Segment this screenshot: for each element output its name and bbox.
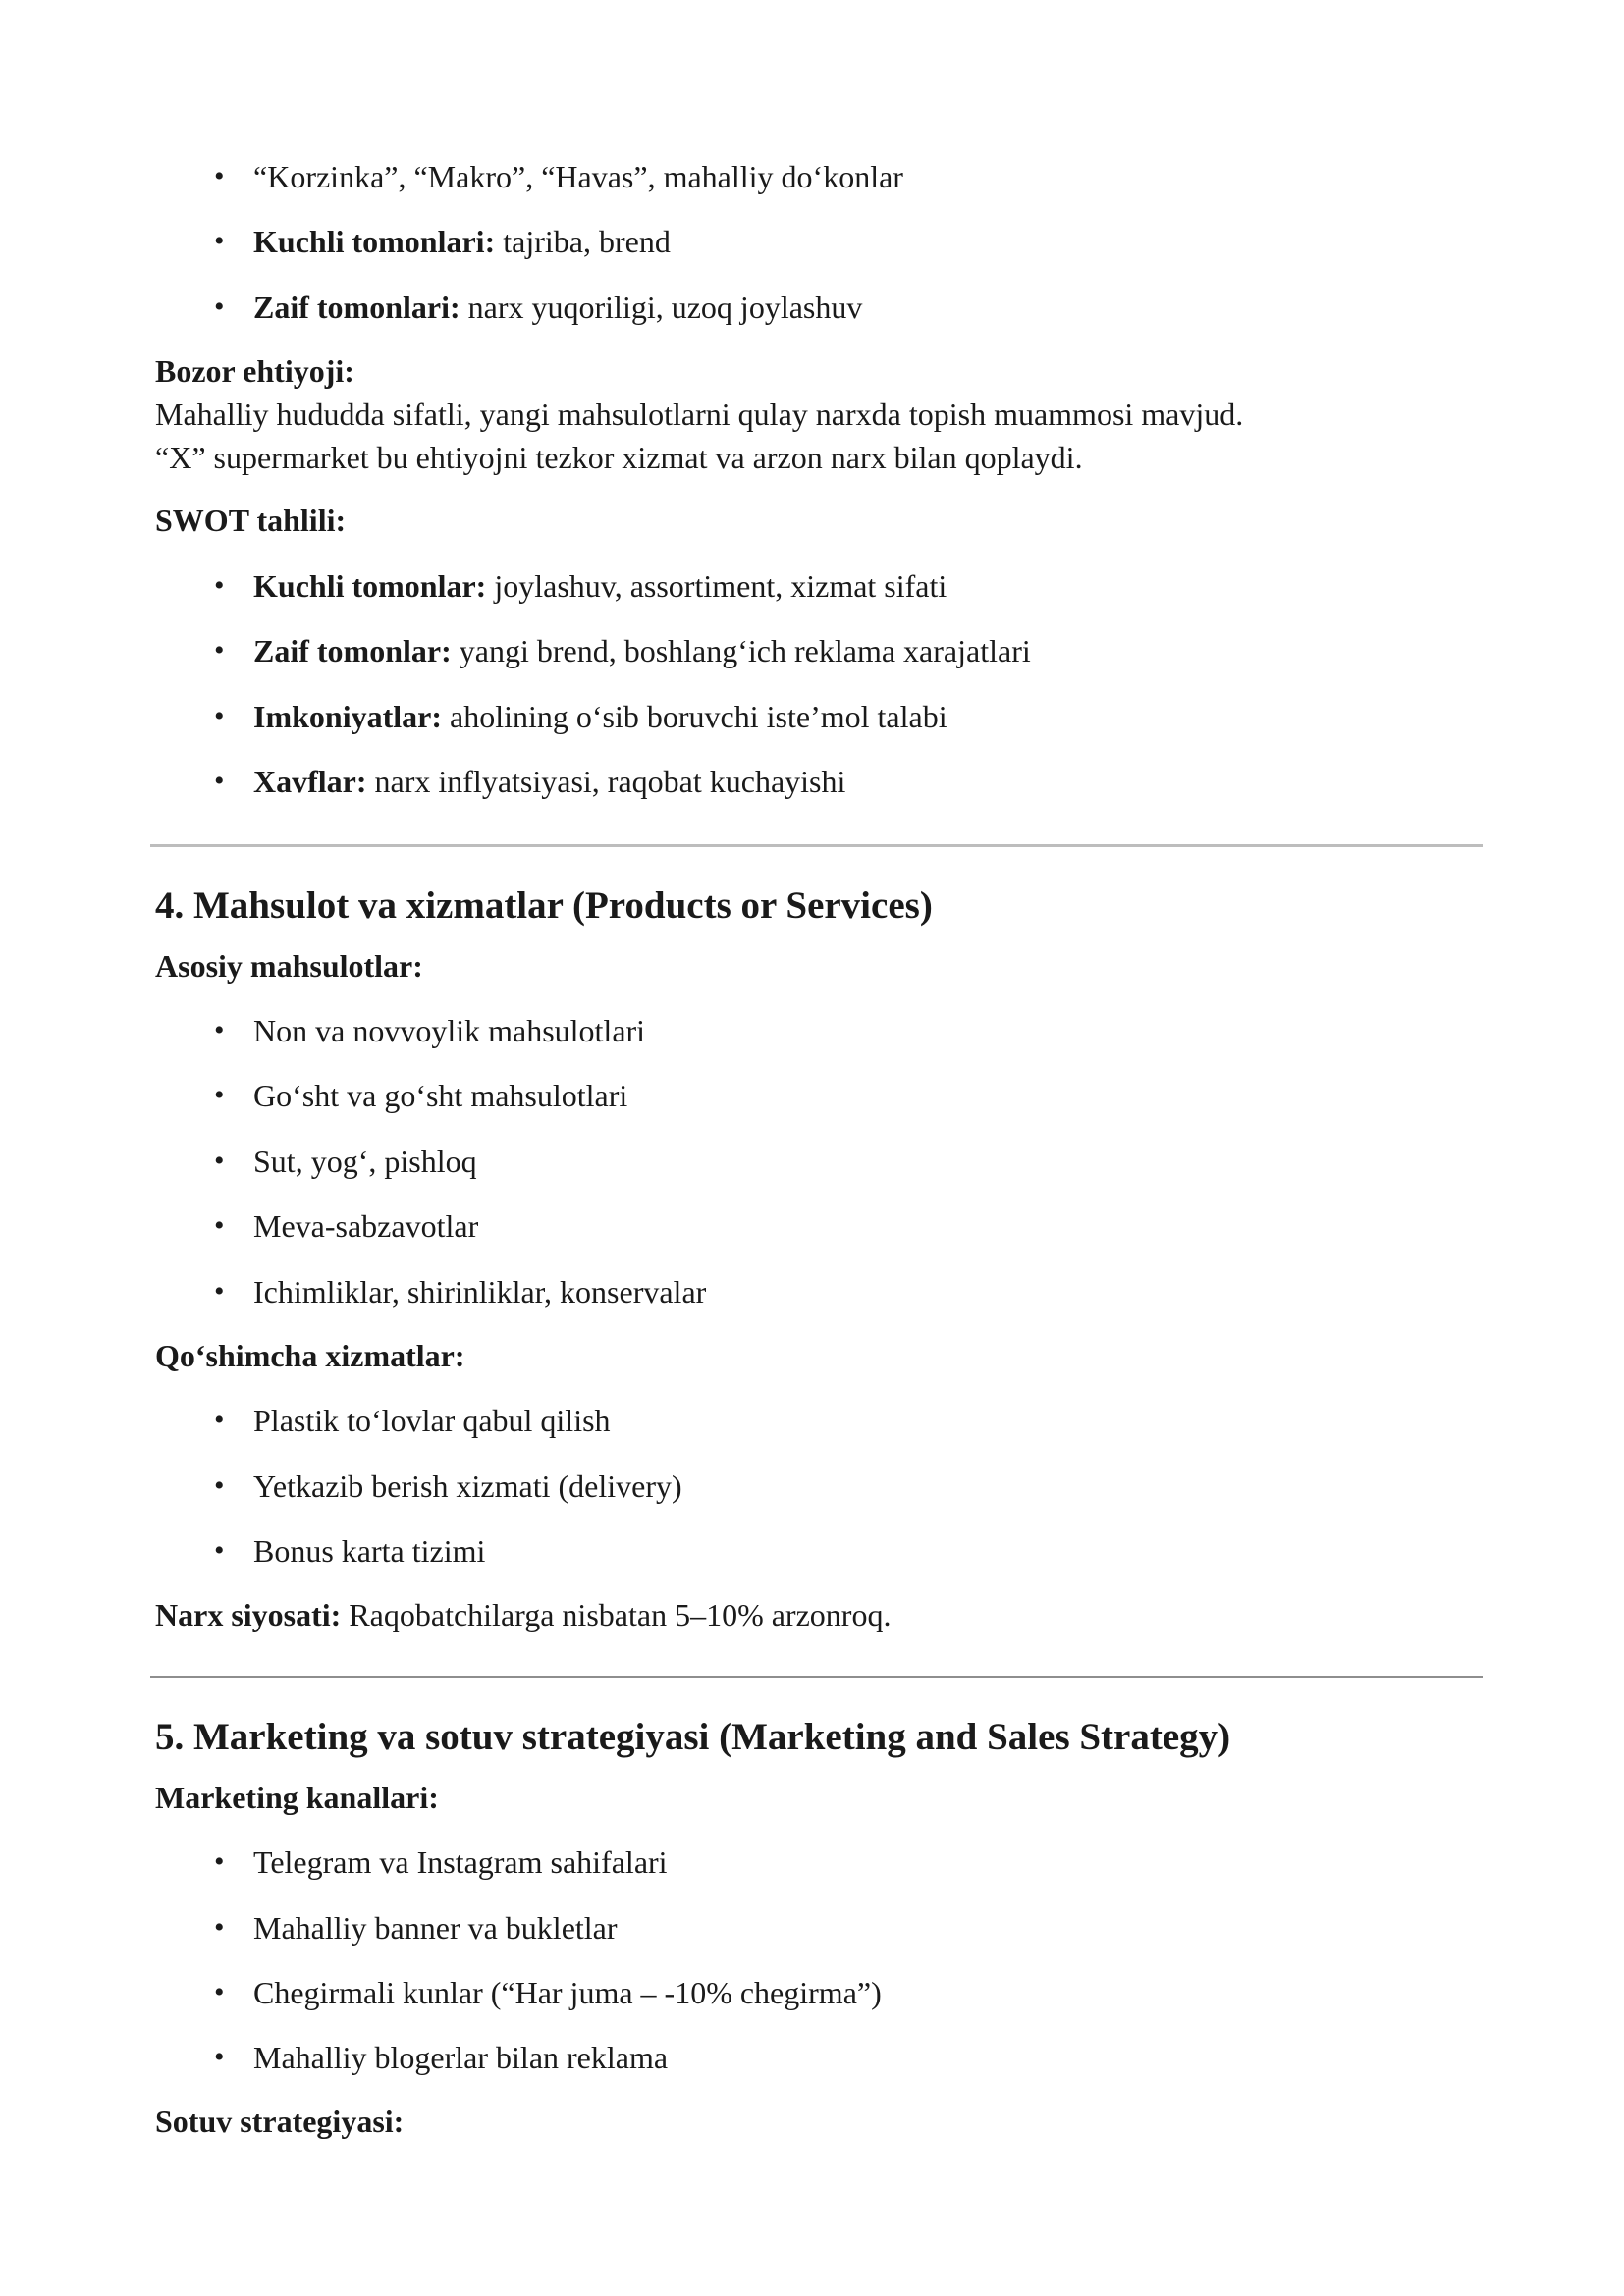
list-item-text: Meva-sabzavotlar bbox=[253, 1208, 479, 1244]
list-item bbox=[214, 762, 846, 801]
bullet-icon: • bbox=[214, 1469, 225, 1502]
list-item bbox=[214, 1401, 611, 1440]
bullet-icon: • bbox=[214, 1014, 225, 1046]
list-item-text: Plastik to‘lovlar qabul qilish bbox=[253, 1403, 611, 1438]
extra-services-label: Qo‘shimcha xizmatlar: bbox=[155, 1338, 465, 1373]
market-need-line: Mahalliy hududda sifatli, yangi mahsulotlarni qulay narxda topish muammosi mavjud. bbox=[155, 397, 1244, 432]
list-item-bold: Xavflar: bbox=[253, 764, 367, 799]
list-item-text: Mahalliy blogerlar bilan reklama bbox=[253, 2040, 669, 2075]
list-item-text: narx yuqoriligi, uzoq joylashuv bbox=[460, 290, 863, 325]
bullet-icon: • bbox=[214, 634, 225, 667]
list-item-text: Telegram va Instagram sahifalari bbox=[253, 1844, 668, 1880]
section-heading: 4. Mahsulot va xizmatlar (Products or Services) bbox=[155, 884, 933, 927]
price-policy-text: Raqobatchilarga nisbatan 5–10% arzonroq. bbox=[341, 1597, 892, 1632]
section-divider bbox=[150, 844, 1483, 847]
list-item-text: Bonus karta tizimi bbox=[253, 1533, 486, 1569]
list-item bbox=[214, 697, 947, 736]
bullet-icon: • bbox=[214, 1275, 225, 1308]
list-item-text: Ichimliklar, shirinliklar, konservalar bbox=[253, 1274, 707, 1309]
bullet-icon: • bbox=[214, 291, 225, 323]
bullet-icon: • bbox=[214, 569, 225, 602]
section-divider bbox=[150, 1676, 1483, 1678]
main-products-label: Asosiy mahsulotlar: bbox=[155, 948, 423, 984]
bullet-icon: • bbox=[214, 160, 225, 192]
list-item-bold: Kuchli tomonlar: bbox=[253, 568, 487, 604]
bullet-icon: • bbox=[214, 1911, 225, 1944]
list-item bbox=[214, 1973, 882, 2012]
section-heading: 5. Marketing va sotuv strategiyasi (Marketing and Sales Strategy) bbox=[155, 1716, 1231, 1758]
list-item bbox=[214, 1467, 682, 1506]
list-item bbox=[214, 222, 671, 261]
list-item-text: joylashuv, assortiment, xizmat sifati bbox=[486, 568, 947, 604]
list-item bbox=[214, 1531, 486, 1571]
list-item-bold: Imkoniyatlar: bbox=[253, 699, 442, 734]
list-item bbox=[214, 2038, 669, 2077]
list-item-text: yangi brend, boshlang‘ich reklama xarajatlari bbox=[451, 633, 1031, 668]
list-item bbox=[214, 566, 947, 606]
marketing-channels-label: Marketing kanallari: bbox=[155, 1780, 439, 1815]
price-policy bbox=[155, 1595, 891, 1634]
bullet-icon: • bbox=[214, 225, 225, 257]
market-need-line: “X” supermarket bu ehtiyojni tezkor xizmat va arzon narx bilan qoplaydi. bbox=[155, 440, 1083, 475]
bullet-icon: • bbox=[214, 765, 225, 797]
bullet-icon: • bbox=[214, 1534, 225, 1567]
price-policy-label: Narx siyosati: bbox=[155, 1597, 342, 1632]
bullet-icon: • bbox=[214, 1079, 225, 1111]
list-item bbox=[214, 1206, 479, 1246]
list-item-text: aholining o‘sib boruvchi iste’mol talabi bbox=[442, 699, 947, 734]
list-item bbox=[214, 1908, 618, 1948]
list-item-text: narx inflyatsiyasi, raqobat kuchayishi bbox=[366, 764, 846, 799]
list-item-bold: Kuchli tomonlari: bbox=[253, 224, 496, 259]
bullet-icon: • bbox=[214, 1404, 225, 1436]
sales-strategy-label: Sotuv strategiyasi: bbox=[155, 2104, 405, 2139]
bullet-icon: • bbox=[214, 700, 225, 732]
list-item-bold: Zaif tomonlari: bbox=[253, 290, 460, 325]
list-item bbox=[214, 1076, 628, 1115]
list-item bbox=[214, 1142, 477, 1181]
list-item bbox=[214, 1011, 646, 1050]
list-item-text: Non va novvoylik mahsulotlari bbox=[253, 1013, 646, 1048]
list-item-text: “Korzinka”, “Makro”, “Havas”, mahalliy do‘konlar bbox=[253, 159, 903, 194]
list-item-text: Mahalliy banner va bukletlar bbox=[253, 1910, 618, 1946]
list-item-text: tajriba, brend bbox=[495, 224, 671, 259]
list-item bbox=[214, 157, 903, 196]
list-item bbox=[214, 631, 1031, 670]
list-item bbox=[214, 1272, 707, 1311]
list-item-text: Chegirmali kunlar (“Har juma – -10% chegirma”) bbox=[253, 1975, 882, 2010]
list-item bbox=[214, 288, 863, 327]
market-need-label: Bozor ehtiyoji: bbox=[155, 353, 354, 389]
bullet-icon: • bbox=[214, 1209, 225, 1242]
list-item-text: Sut, yog‘, pishloq bbox=[253, 1144, 477, 1179]
bullet-icon: • bbox=[214, 1845, 225, 1878]
list-item bbox=[214, 1842, 668, 1882]
swot-label: SWOT tahlili: bbox=[155, 503, 347, 538]
bullet-icon: • bbox=[214, 2041, 225, 2073]
bullet-icon: • bbox=[214, 1976, 225, 2008]
list-item-text: Yetkazib berish xizmati (delivery) bbox=[253, 1468, 682, 1504]
list-item-text: Go‘sht va go‘sht mahsulotlari bbox=[253, 1078, 628, 1113]
bullet-icon: • bbox=[214, 1145, 225, 1177]
list-item-bold: Zaif tomonlar: bbox=[253, 633, 452, 668]
